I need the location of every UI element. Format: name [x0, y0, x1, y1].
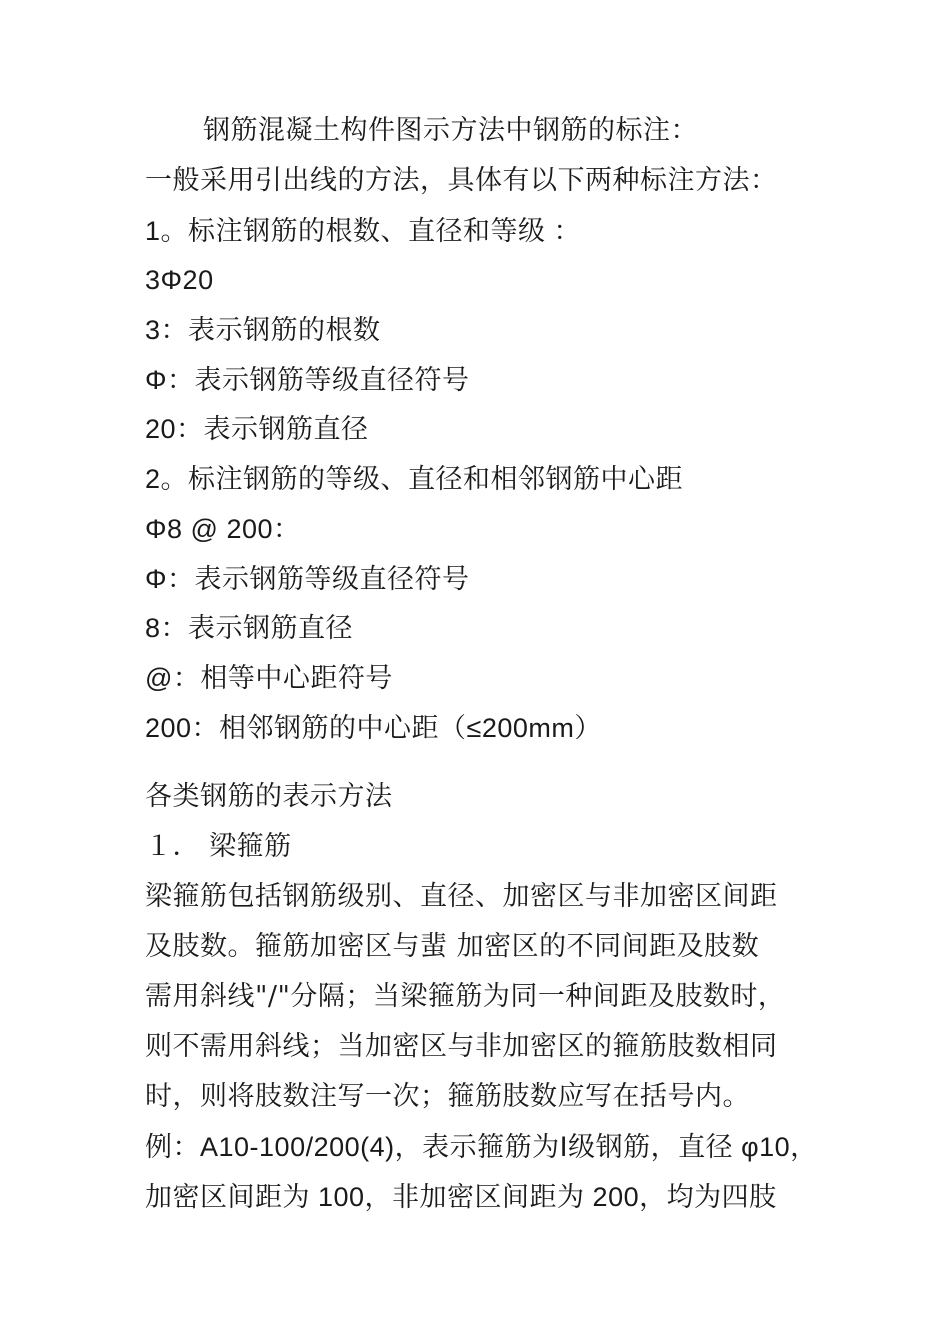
method-2-heading: 2。标注钢筋的等级、直径和相邻钢筋中心距 [145, 464, 684, 494]
explanation-line: Φ：表示钢筋等级直径符号 [145, 564, 470, 594]
example-paragraph-line: 加密区间距为 100，非加密区间距为 200，均为四肢 [145, 1182, 777, 1212]
section-title: 钢筋混凝土构件图示方法中钢筋的标注： [203, 115, 698, 146]
explanation-line: @：相等中心距符号 [145, 663, 393, 693]
explanation-line: Φ：表示钢筋等级直径符号 [145, 365, 470, 395]
example-paragraph-line: 例：A10-100/200(4)，表示箍筋为Ⅰ级钢筋，直径 φ10， [145, 1132, 818, 1162]
paragraph-line: 及肢数。箍筋加密区与蜚 加密区的不同间距及肢数 [145, 931, 760, 962]
example-notation-1: 3Φ20 [145, 265, 214, 295]
explanation-line: 8：表示钢筋直径 [145, 613, 354, 643]
explanation-line: 200：相邻钢筋的中心距（≤200mm） [145, 713, 602, 743]
explanation-line: 20：表示钢筋直径 [145, 414, 369, 444]
paragraph-line: 时，则将肢数注写一次；箍筋肢数应写在括号内。 [145, 1081, 750, 1112]
method-1-heading: 1。标注钢筋的根数、直径和等级 ： [145, 216, 582, 246]
explanation-line: 3：表示钢筋的根数 [145, 315, 381, 345]
subsection-item-heading: １． 梁箍筋 [145, 831, 292, 862]
intro-line: 一般采用引出线的方法，具体有以下两种标注方法： [145, 165, 778, 196]
paragraph-line: 需用斜线"/"分隔；当梁箍筋为同一种间距及肢数时， [145, 981, 786, 1012]
paragraph-line: 梁箍筋包括钢筋级别、直径、加密区与非加密区间距 [145, 881, 778, 912]
example-notation-2: Φ8 @ 200： [145, 514, 301, 544]
paragraph-line: 则不需用斜线；当加密区与非加密区的箍筋肢数相同 [145, 1031, 778, 1062]
subsection-title: 各类钢筋的表示方法 [145, 781, 393, 812]
